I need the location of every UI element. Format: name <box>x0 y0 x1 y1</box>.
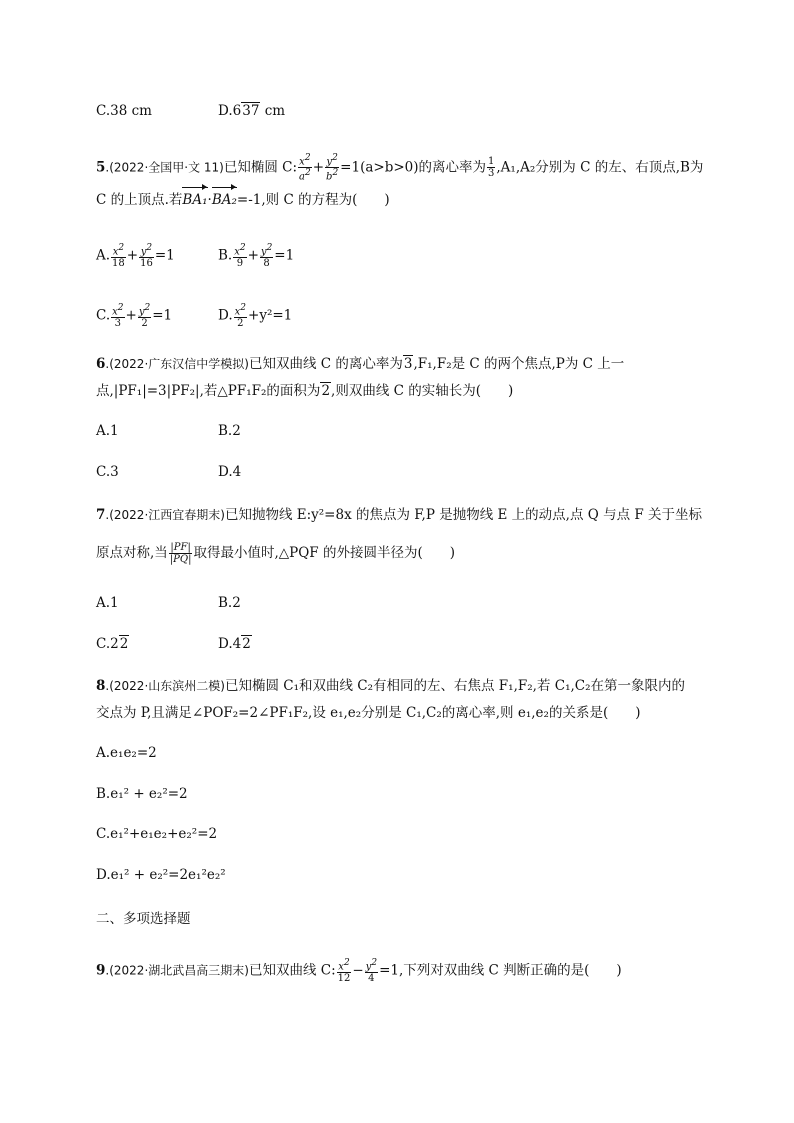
q8-option-d: D.e₁² + e₂²=2e₁²e₂² <box>96 867 226 883</box>
q4-option-c: C.38 cm <box>96 103 152 119</box>
q7-line1: 7.(2022·江西宜春期末)已知抛物线 E:y²=8x 的焦点为 F,P 是抛物线 E 上的动点,点 Q 与点 F 关于坐标 <box>96 507 703 523</box>
q7-option-a: A.1 <box>96 595 119 611</box>
q5-source: .(2022·全国甲·文 11) <box>105 160 224 175</box>
q6-option-a: A.1 <box>96 423 119 439</box>
q5-option-c: C. $\frac{x2}{3}$ + $\frac{y2}{2}$ =1 <box>96 303 173 330</box>
q5-number: 5 <box>96 159 106 176</box>
q8-option-a: A.e₁e₂=2 <box>96 745 157 761</box>
q6-option-d: D.4 <box>218 464 242 480</box>
q8-option-b: B.e₁² + e₂²=2 <box>96 786 188 802</box>
q5-line1: 5.(2022·全国甲·文 11)已知椭圆 C: $\frac{x2}{a2}$ + $\frac{y2}{b2}$ =1(a>b>0)的离心率为 $\frac{1}{3}$ ,A₁,A₂分别为 C 的左、右顶点,B为 <box>96 153 704 183</box>
q6-line2: 点,|PF₁|=3|PF₂|,若△PF₁F₂的面积为2,则双曲线 C 的实轴长为( ) <box>96 383 514 399</box>
q5-option-b: B. $\frac{x2}{9}$ + $\frac{y2}{8}$ =1 <box>218 243 295 270</box>
q5-option-d: D. $\frac{x2}{2}$ +y²=1 <box>218 303 293 330</box>
q7-line2: 原点对称,当 $\frac{|PF|}{|PQ|}$ 取得最小值时,△PQF 的外接圆半径为( ) <box>96 542 455 565</box>
q7-option-d: D.42 <box>218 636 251 652</box>
q6-option-b: B.2 <box>218 423 241 439</box>
q5-line2: C 的上顶点.若BA₁·BA₂=-1,则 C 的方程为( ) <box>96 192 390 208</box>
q8-line2: 交点为 P,且满足∠POF₂=2∠PF₁F₂,设 e₁,e₂分别是 C₁,C₂的离心率,则 e₁,e₂的关系是( ) <box>96 705 641 721</box>
q9-line1: 9.(2022·湖北武昌高三期末)已知双曲线 C: $\frac{x2}{12}$ − $\frac{y2}{4}$ =1,下列对双曲线 C 判断正确的是( ) <box>96 958 622 985</box>
section-heading: 二、多项选择题 <box>96 911 191 927</box>
q5-option-a: A. $\frac{x2}{18}$ + $\frac{y2}{16}$ =1 <box>96 243 175 270</box>
q6-line1: 6.(2022·广东汉信中学模拟)已知双曲线 C 的离心率为3,F₁,F₂是 C 的两个焦点,P为 C 上一 <box>96 356 625 372</box>
q8-line1: 8.(2022·山东滨州二模)已知椭圆 C₁和双曲线 C₂有相同的左、右焦点 F₁,F₂,若 C₁,C₂在第一象限内的 <box>96 678 686 694</box>
q4-option-d: D.637 cm <box>218 103 286 119</box>
q7-option-c: C.22 <box>96 636 129 652</box>
q8-option-c: C.e₁²+e₁e₂+e₂²=2 <box>96 826 218 842</box>
q6-option-c: C.3 <box>96 464 119 480</box>
q7-option-b: B.2 <box>218 595 241 611</box>
